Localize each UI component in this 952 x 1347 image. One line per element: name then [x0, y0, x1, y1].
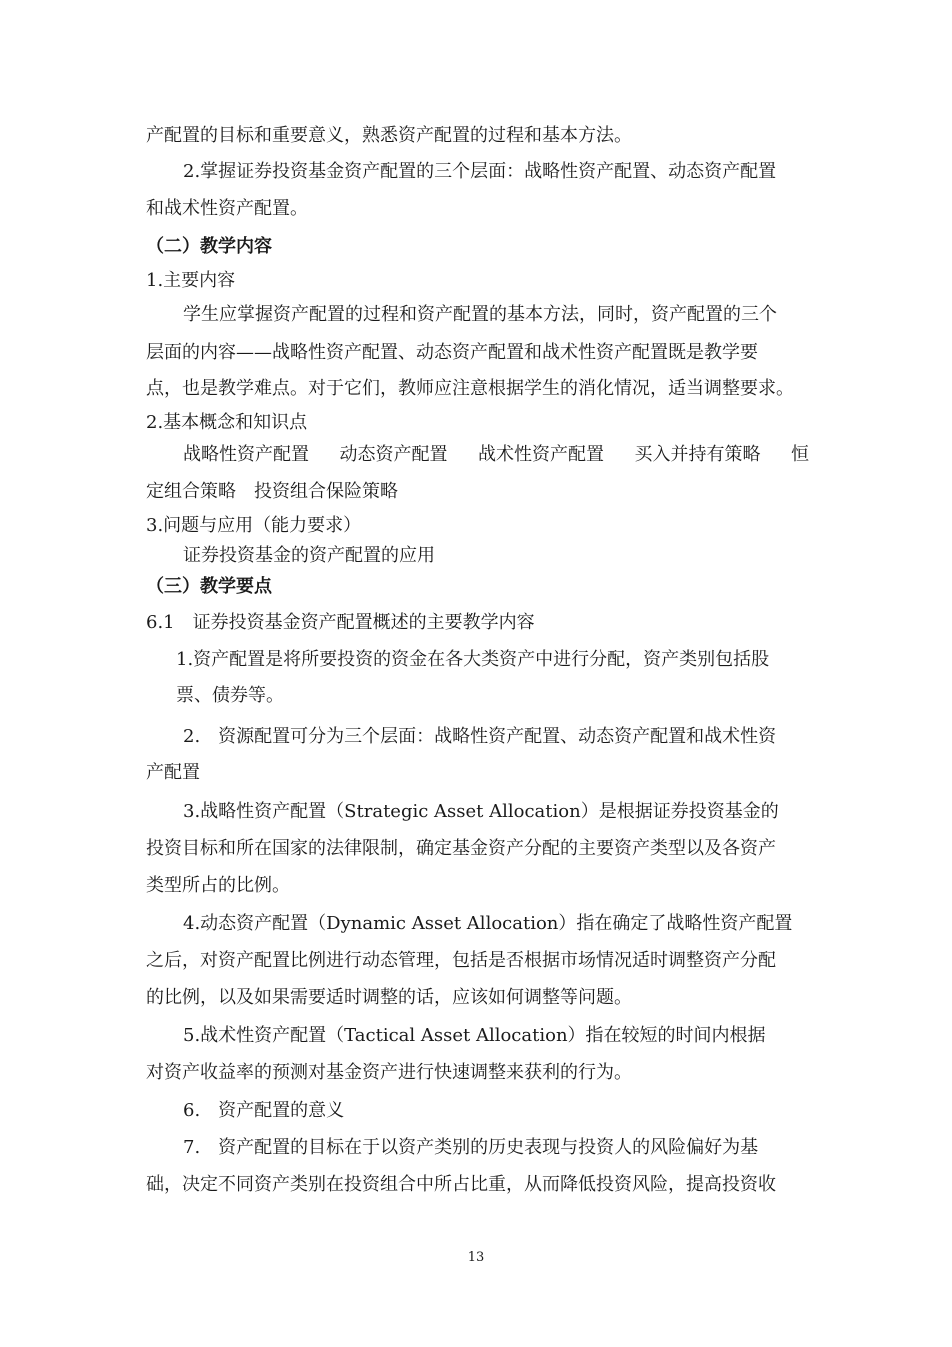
text-line: 产配置的目标和重要意义，熟悉资产配置的过程和基本方法。 [146, 125, 632, 146]
page-number: 13 [467, 1250, 485, 1265]
concept-item: 战略性资产配置 [183, 444, 309, 465]
concept-item: 动态资产配置 [339, 444, 448, 465]
concept-list [183, 443, 809, 467]
concept-item: 战术性资产配置 [478, 444, 604, 465]
text-line: 产配置 [146, 762, 200, 783]
text-line: 5.战术性资产配置（Tactical Asset Allocation）指在较短的时间内根据 [183, 1025, 766, 1046]
text-line: 对资产收益率的预测对基金资产进行快速调整来获利的行为。 [146, 1062, 632, 1083]
text-line: 4.动态资产配置（Dynamic Asset Allocation）指在确定了战略性资产配置 [183, 913, 793, 934]
text-line: 2.掌握证券投资基金资产配置的三个层面：战略性资产配置、动态资产配置 [183, 161, 777, 182]
text-line: 1.资产配置是将所要投资的资金在各大类资产中进行分配，资产类别包括股 [176, 649, 770, 670]
subheading: 2.基本概念和知识点 [146, 412, 308, 433]
text-line: 和战术性资产配置。 [146, 198, 308, 219]
text-line: 票、债券等。 [176, 685, 284, 706]
section-heading: （二）教学内容 [146, 236, 272, 257]
text-line: 投资目标和所在国家的法律限制，确定基金资产分配的主要资产类型以及各资产 [146, 838, 776, 859]
text-line: 的比例，以及如果需要适时调整的话，应该如何调整等问题。 [146, 987, 632, 1008]
text-line: 7. 资产配置的目标在于以资产类别的历史表现与投资人的风险偏好为基 [183, 1137, 759, 1158]
text-line: 点，也是教学难点。对于它们，教师应注意根据学生的消化情况，适当调整要求。 [146, 378, 794, 399]
text-line: 之后，对资产配置比例进行动态管理，包括是否根据市场情况适时调整资产分配 [146, 950, 776, 971]
section-heading: （三）教学要点 [146, 576, 272, 597]
subheading: 3.问题与应用（能力要求） [146, 515, 362, 536]
text-line: 类型所占的比例。 [146, 875, 290, 896]
text-line: 定组合策略 投资组合保险策略 [146, 481, 398, 502]
text-line: 6. 资产配置的意义 [183, 1100, 345, 1121]
text-line: 学生应掌握资产配置的过程和资产配置的基本方法，同时，资产配置的三个 [183, 304, 777, 325]
text-line: 层面的内容——战略性资产配置、动态资产配置和战术性资产配置既是教学要 [146, 342, 758, 363]
subheading: 1.主要内容 [146, 270, 236, 291]
text-line: 证券投资基金的资产配置的应用 [183, 545, 435, 566]
concept-item: 买入并持有策略 [634, 444, 761, 465]
text-line: 3.战略性资产配置（Strategic Asset Allocation）是根据证券投资基金的 [183, 801, 779, 822]
subheading: 6.1 证券投资基金资产配置概述的主要教学内容 [146, 612, 535, 633]
text-line: 础，决定不同资产类别在投资组合中所占比重，从而降低投资风险，提高投资收 [146, 1174, 776, 1195]
concept-item: 恒 [791, 444, 809, 465]
text-line: 2. 资源配置可分为三个层面：战略性资产配置、动态资产配置和战术性资 [183, 726, 777, 747]
